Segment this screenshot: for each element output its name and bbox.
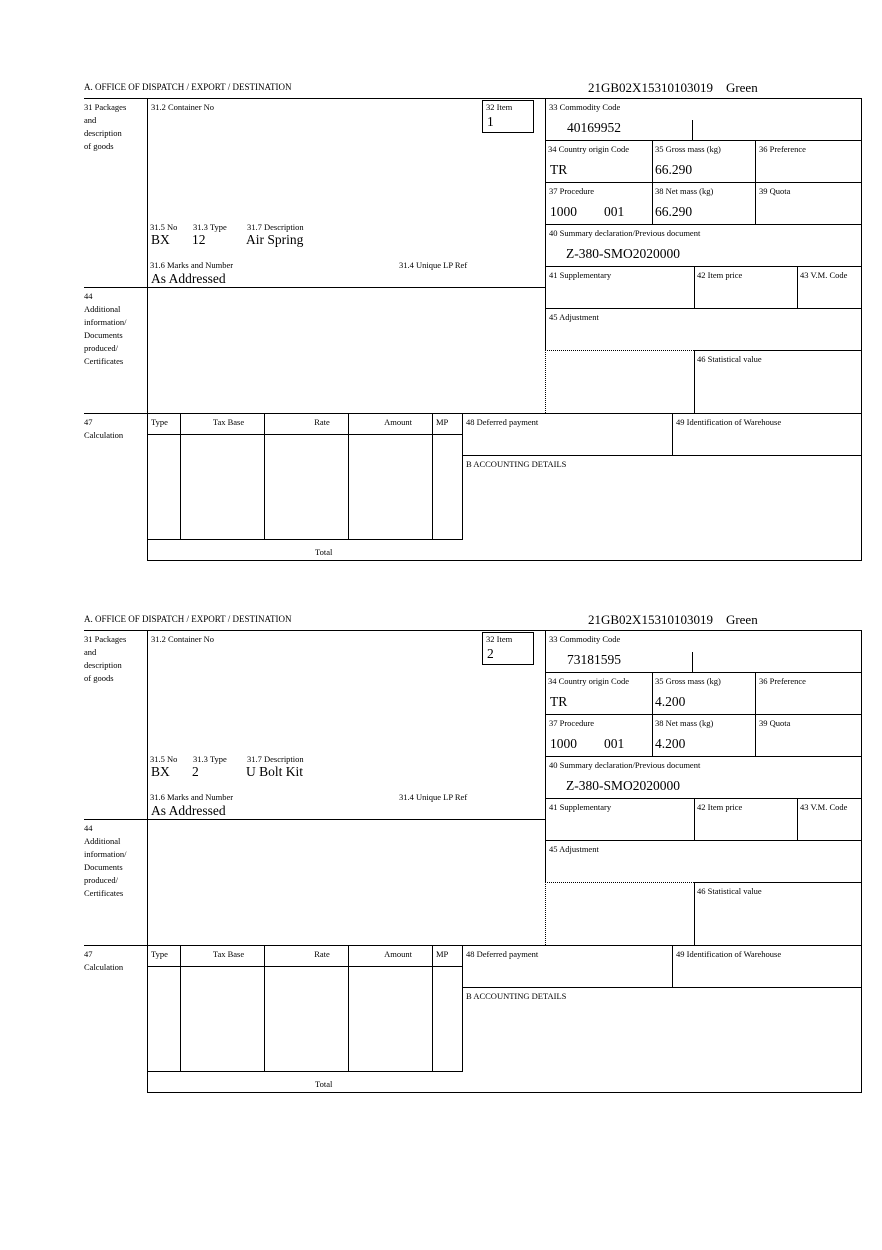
- marks-value: As Addressed: [151, 271, 226, 286]
- calc-tax-base-header: Tax Base: [212, 949, 245, 959]
- unique-lp-label: 31.4 Unique LP Ref: [399, 792, 468, 802]
- calc-amount-header: Amount: [384, 949, 412, 959]
- pkg-description-label: 31.7 Description: [247, 754, 304, 764]
- marks-value: As Addressed: [151, 803, 226, 818]
- calculation-label: 47 Calculation: [84, 949, 124, 972]
- preference-label: 36 Preference: [759, 676, 806, 686]
- item-label: 32 Item: [486, 102, 513, 112]
- calc-type-header: Type: [151, 949, 168, 959]
- pkg-type-label: 31.3 Type: [193, 754, 227, 764]
- pkg-description-label: 31.7 Description: [247, 222, 304, 232]
- statistical-value-label: 46 Statistical value: [697, 354, 762, 364]
- right-border: [861, 98, 862, 561]
- supplementary-label: 41 Supplementary: [549, 802, 612, 812]
- statistical-value-label: 46 Statistical value: [697, 886, 762, 896]
- summary-decl-label: 40 Summary declaration/Previous document: [549, 228, 701, 238]
- country-origin-value: TR: [550, 162, 568, 177]
- pkg-no-label: 31.5 No: [150, 754, 178, 764]
- warehouse-id-label: 49 Identification of Warehouse: [676, 417, 782, 427]
- commodity-code-value: 73181595: [567, 652, 621, 667]
- summary-decl-value: Z-380-SMO2020000: [566, 778, 680, 793]
- accounting-details-label: B ACCOUNTING DETAILS: [466, 991, 567, 1001]
- quota-label: 39 Quota: [759, 718, 791, 728]
- pkg-type-value: 12: [192, 232, 206, 247]
- container-no-label: 31.2 Container No: [151, 102, 215, 112]
- container-no-label: 31.2 Container No: [151, 634, 215, 644]
- marks-label: 31.6 Marks and Number: [150, 792, 234, 802]
- vm-code-label: 43 V.M. Code: [800, 802, 848, 812]
- procedure-value: 1000 001: [550, 736, 625, 751]
- adjustment-label: 45 Adjustment: [549, 312, 599, 322]
- gross-mass-value: 66.290: [655, 162, 693, 177]
- pkg-description-value: Air Spring: [246, 232, 304, 247]
- procedure-label: 37 Procedure: [549, 718, 595, 728]
- supplementary-label: 41 Supplementary: [549, 270, 612, 280]
- accounting-details-label: B ACCOUNTING DETAILS: [466, 459, 567, 469]
- calc-amount-header: Amount: [384, 417, 412, 427]
- calc-rate-header: Rate: [314, 949, 330, 959]
- pkg-no-value: BX: [151, 232, 170, 247]
- calc-total-label: Total: [315, 1079, 333, 1089]
- declaration-reference: 21GB02X15310103019 Green: [588, 80, 758, 95]
- commodity-code-label: 33 Commodity Code: [549, 102, 621, 112]
- pkg-no-value: BX: [151, 764, 170, 779]
- additional-info-label: 44 Additional information/ Documents produced/ Certificates: [84, 823, 127, 898]
- net-mass-label: 38 Net mass (kg): [655, 186, 714, 196]
- calc-mp-header: MP: [436, 949, 449, 959]
- summary-decl-value: Z-380-SMO2020000: [566, 246, 680, 261]
- calc-type-header: Type: [151, 417, 168, 427]
- warehouse-id-label: 49 Identification of Warehouse: [676, 949, 782, 959]
- summary-decl-label: 40 Summary declaration/Previous document: [549, 760, 701, 770]
- adjustment-label: 45 Adjustment: [549, 844, 599, 854]
- declaration-form-item-2: [0, 614, 882, 1094]
- procedure-label: 37 Procedure: [549, 186, 595, 196]
- packages-label: 31 Packages and description of goods: [84, 634, 127, 683]
- calc-tax-base-header: Tax Base: [212, 417, 245, 427]
- calc-mp-header: MP: [436, 417, 449, 427]
- commodity-code-value: 40169952: [567, 120, 621, 135]
- deferred-payment-label: 48 Deferred payment: [466, 417, 539, 427]
- calc-rate-header: Rate: [314, 417, 330, 427]
- quota-label: 39 Quota: [759, 186, 791, 196]
- item-label: 32 Item: [486, 634, 513, 644]
- office-header: A. OFFICE OF DISPATCH / EXPORT / DESTINATION: [84, 82, 292, 92]
- country-origin-value: TR: [550, 694, 568, 709]
- deferred-payment-label: 48 Deferred payment: [466, 949, 539, 959]
- calc-total-label: Total: [315, 547, 333, 557]
- top-rule: [84, 98, 862, 99]
- gross-mass-label: 35 Gross mass (kg): [655, 144, 721, 154]
- item-number-value: 2: [487, 646, 494, 661]
- net-mass-label: 38 Net mass (kg): [655, 718, 714, 728]
- unique-lp-label: 31.4 Unique LP Ref: [399, 260, 468, 270]
- calculation-label: 47 Calculation: [84, 417, 124, 440]
- declaration-reference: 21GB02X15310103019 Green: [588, 612, 758, 627]
- item-price-label: 42 Item price: [697, 802, 743, 812]
- gross-mass-label: 35 Gross mass (kg): [655, 676, 721, 686]
- country-origin-label: 34 Country origin Code: [548, 676, 629, 686]
- top-rule: [84, 630, 862, 631]
- item-number-value: 1: [487, 114, 494, 129]
- net-mass-value: 4.200: [655, 736, 686, 751]
- commodity-code-label: 33 Commodity Code: [549, 634, 621, 644]
- preference-label: 36 Preference: [759, 144, 806, 154]
- packages-label: 31 Packages and description of goods: [84, 102, 127, 151]
- right-border: [861, 630, 862, 1093]
- country-origin-label: 34 Country origin Code: [548, 144, 629, 154]
- additional-info-label: 44 Additional information/ Documents produced/ Certificates: [84, 291, 127, 366]
- pkg-description-value: U Bolt Kit: [246, 764, 304, 779]
- net-mass-value: 66.290: [655, 204, 693, 219]
- vm-code-label: 43 V.M. Code: [800, 270, 848, 280]
- left-column-rule: [147, 98, 148, 561]
- procedure-value: 1000 001: [550, 204, 625, 219]
- pkg-type-value: 2: [192, 764, 199, 779]
- office-header: A. OFFICE OF DISPATCH / EXPORT / DESTINATION: [84, 614, 292, 624]
- pkg-type-label: 31.3 Type: [193, 222, 227, 232]
- item-price-label: 42 Item price: [697, 270, 743, 280]
- pkg-no-label: 31.5 No: [150, 222, 178, 232]
- left-column-rule: [147, 630, 148, 1093]
- marks-label: 31.6 Marks and Number: [150, 260, 234, 270]
- gross-mass-value: 4.200: [655, 694, 686, 709]
- declaration-form-item-1: [0, 82, 882, 562]
